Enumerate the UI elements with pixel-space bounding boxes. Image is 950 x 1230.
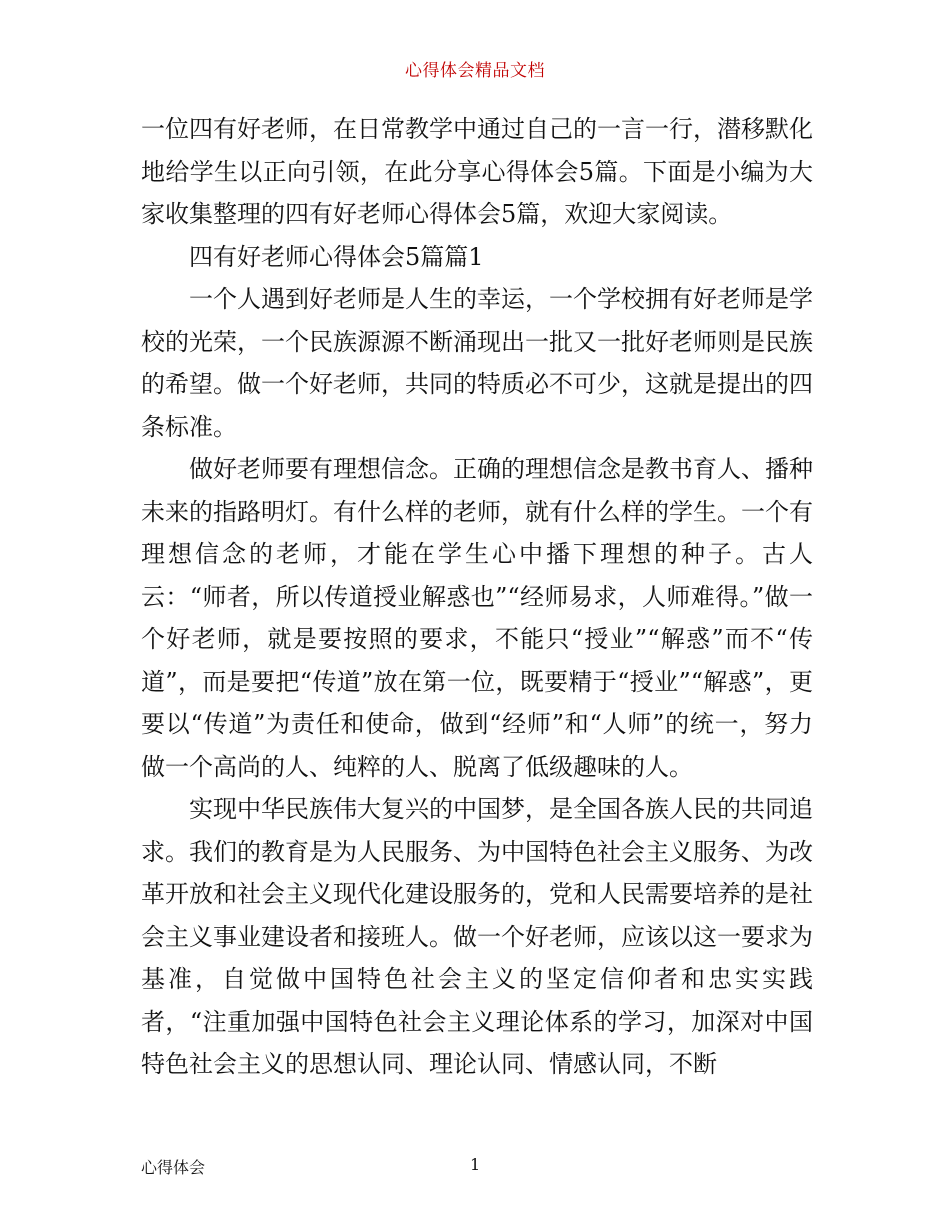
page-number: 1 <box>470 1155 481 1174</box>
body-paragraph: 实现中华民族伟大复兴的中国梦，是全国各族人民的共同追求。我们的教育是为人民服务、为中国特色社会主义服务、为改革开放和社会主义现代化建设服务的，党和人民需要培养的是社会主义事业建设者和接班人。做一个好老师，应该以这一要求为基准，自觉做中国特色社会主义的坚定信仰者和忠实实践者，“注重加强中国特色社会主义理论体系的学习，加深对中国特色社会主义的思想认同、理论认同、情感认同，不断 <box>141 795 813 1078</box>
document-body <box>141 108 813 1086</box>
section-heading: 四有好老师心得体会5篇篇1 <box>189 242 484 271</box>
body-paragraph: 一个人遇到好老师是人生的幸运，一个学校拥有好老师是学校的光荣，一个民族源源不断涌现出一批又一批好老师则是民族的希望。做一个好老师，共同的特质必不可少，这就是提出的四条标准。 <box>141 285 813 441</box>
page-header-title: 心得体会精品文档 <box>405 61 545 81</box>
footer-label: 心得体会 <box>141 1158 206 1177</box>
intro-paragraph: 一位四有好老师，在日常教学中通过自己的一言一行，潜移默化地给学生以正向引领，在此分享心得体会5篇。下面是小编为大家收集整理的四有好老师心得体会5篇，欢迎大家阅读。 <box>141 115 813 228</box>
body-paragraph: 做好老师要有理想信念。正确的理想信念是教书育人、播种未来的指路明灯。有什么样的老师，就有什么样的学生。一个有理想信念的老师，才能在学生心中播下理想的种子。古人云：“师者，所以传道授业解惑也”“经师易求，人师难得。”做一个好老师，就是要按照的要求，不能只“授业”“解惑”而不“传道”，而是要把“传道”放在第一位，既要精于“授业”“解惑”，更要以“传道”为责任和使命，做到“经师”和“人师”的统一，努力做一个高尚的人、纯粹的人、脱离了低级趣味的人。 <box>141 455 813 781</box>
